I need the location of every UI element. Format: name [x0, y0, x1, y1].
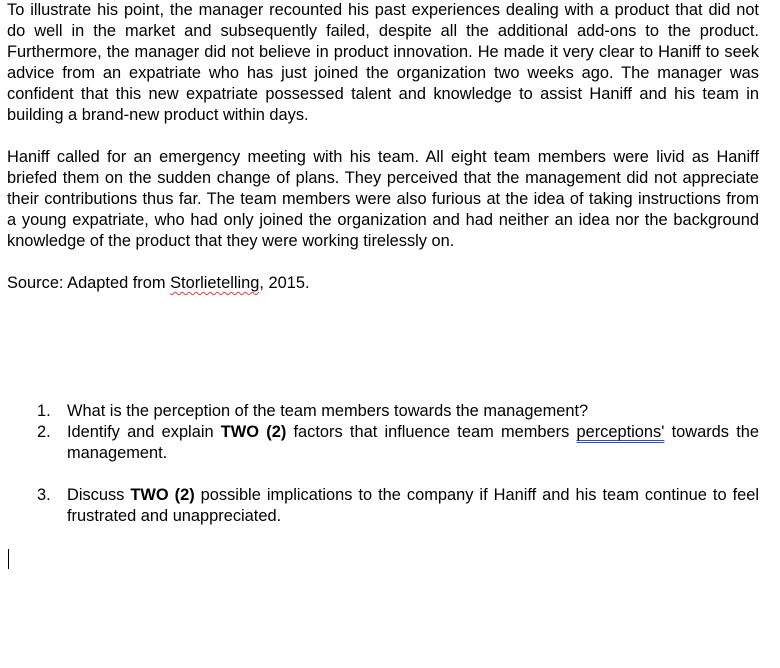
paragraph-2: Haniff called for an emergency meeting with his team. All eight team members were livid as Haniff briefed them on the sudden change of plans. They perceived that the management did not appreciate their contributions thus far. The team members were also furious at the idea of taking instructions from a young expatriate, who had only joined the organization and had neither an idea nor the background knowledge of the product that they were working tirelessly on. [7, 148, 759, 250]
question-emphasis: TWO (2) [220, 423, 287, 441]
question-text-pre: Identify and explain [67, 423, 221, 441]
source-prefix: Source: Adapted from [7, 274, 171, 292]
question-text-mid: factors that influence team members [286, 423, 577, 441]
source-name-spelling-flag[interactable]: Storlietelling [170, 274, 260, 292]
question-item-3 [37, 485, 759, 527]
question-number: 3. [37, 486, 51, 504]
question-item-1 [37, 401, 759, 422]
paragraph-1: To illustrate his point, the manager recounted his past experiences dealing with a product that did not do well in the market and subsequently failed, despite all the additional add-ons to the product. Furthermore, the manager did not believe in product innovation. He made it very clear to Haniff to seek advice from an expatriate who has just joined the organization two weeks ago. The manager was confident that this new expatriate possessed talent and knowledge to assist Haniff and his team in building a brand-new product within days. [7, 1, 759, 124]
text-cursor [8, 549, 9, 569]
question-number: 1. [37, 402, 51, 420]
question-text [67, 422, 759, 464]
question-text-post: towards the management. [67, 423, 759, 462]
question-number: 2. [37, 423, 51, 441]
question-list [37, 401, 759, 527]
grammar-flag[interactable]: perceptions' [576, 423, 665, 441]
source-suffix: , 2015. [259, 274, 310, 292]
question-emphasis: TWO (2) [130, 486, 195, 504]
source-line [7, 273, 759, 294]
question-text-post: possible implications to the company if Haniff and his team continue to feel frustrated and unappreciated. [67, 486, 759, 525]
question-item-2 [37, 422, 759, 464]
question-text: What is the perception of the team members towards the management? [67, 402, 589, 420]
question-text-pre: Discuss [67, 486, 131, 504]
document-body[interactable] [7, 0, 759, 294]
question-text [67, 485, 759, 527]
